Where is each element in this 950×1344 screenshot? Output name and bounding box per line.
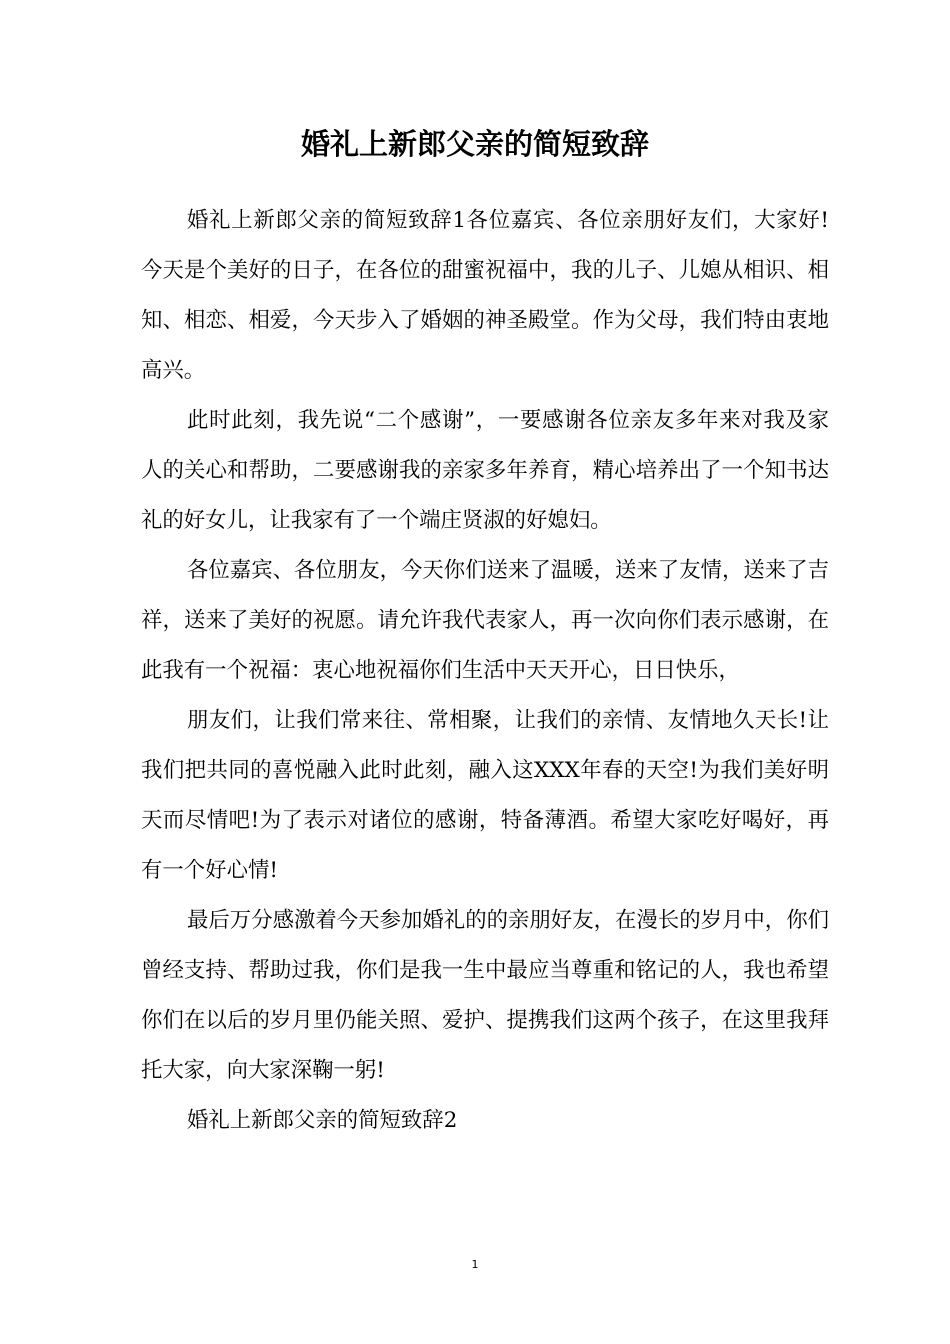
paragraph-3: 各位嘉宾、各位朋友，今天你们送来了温暖，送来了友情，送来了吉祥，送来了美好的祝愿。请允许我代表家人，再一次向你们表示感谢，在此我有一个祝福：衷心地祝福你们生活中天天开心，日日快乐， [141, 558, 829, 683]
paragraph-5: 最后万分感激着今天参加婚礼的的亲朋好友，在漫长的岁月中，你们曾经支持、帮助过我，你们是我一生中最应当尊重和铭记的人，我也希望你们在以后的岁月里仍能关照、爱护、提携我们这两个孩子，在这里我拜托大家，向大家深鞠一躬! [141, 908, 829, 1083]
document-body [141, 196, 829, 1146]
paragraph-4: 朋友们，让我们常来往、常相聚，让我们的亲情、友情地久天长!让我们把共同的喜悦融入此时此刻，融入这XXX年春的天空!为我们美好明天而尽情吧!为了表示对诸位的感谢，特备薄酒。希望大家吃好喝好，再有一个好心情! [141, 708, 829, 883]
page-number: 1 [471, 1258, 479, 1271]
paragraph-2: 此时此刻，我先说“二个感谢”，一要感谢各位亲友多年来对我及家人的关心和帮助，二要感谢我的亲家多年养育，精心培养出了一个知书达礼的好女儿，让我家有了一个端庄贤淑的好媳妇。 [141, 408, 829, 533]
paragraph-1: 婚礼上新郎父亲的简短致辞1各位嘉宾、各位亲朋好友们，大家好!今天是个美好的日子，在各位的甜蜜祝福中，我的儿子、儿媳从相识、相知、相恋、相爱，今天步入了婚姻的神圣殿堂。作为父母，我们特由衷地高兴。 [141, 208, 829, 383]
section-heading-2: 婚礼上新郎父亲的简短致辞2 [187, 1108, 458, 1133]
document-title: 婚礼上新郎父亲的简短致辞 [300, 127, 649, 161]
